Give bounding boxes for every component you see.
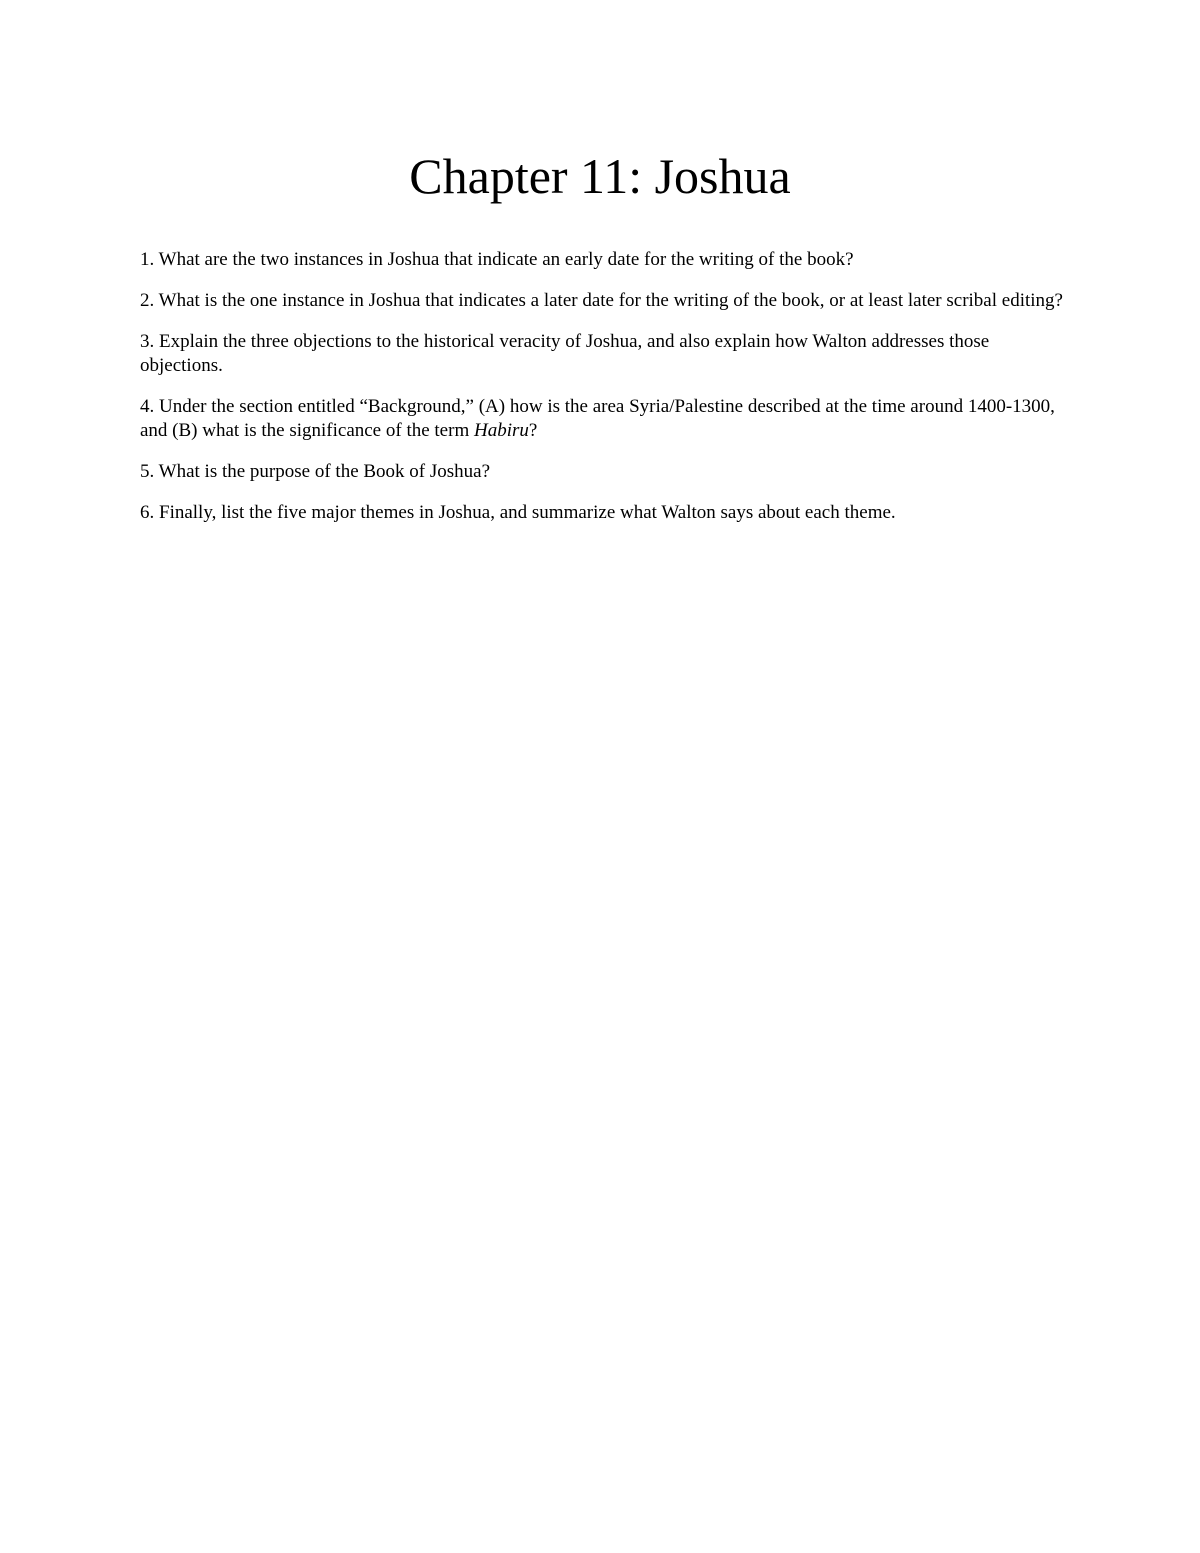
- question-list: [140, 248, 1070, 542]
- page-title: Chapter 11: Joshua: [409, 148, 791, 204]
- question-4-italic-term: Habiru: [473, 420, 529, 441]
- question-4-end: ?: [528, 420, 538, 441]
- question-4: [140, 395, 1070, 443]
- question-1-text: 1. What are the two instances in Joshua that indicate an early date for the writing of the book?: [140, 249, 854, 270]
- question-5-text: 5. What is the purpose of the Book of Joshua?: [140, 461, 491, 482]
- question-3-text: 3. Explain the three objections to the historical veracity of Joshua, and also explain how Walton addresses those objections.: [140, 331, 990, 376]
- question-2: [140, 289, 1070, 313]
- question-6: [140, 501, 1070, 525]
- question-2-text: 2. What is the one instance in Joshua that indicates a later date for the writing of the book, or at least later scribal editing?: [140, 290, 1063, 311]
- question-3: [140, 330, 1070, 378]
- question-6-text: 6. Finally, list the five major themes in Joshua, and summarize what Walton says about each theme.: [140, 502, 896, 523]
- question-4-text: 4. Under the section entitled “Background,” (A) how is the area Syria/Palestine described at the time around 1400-1300, and (B) what is the significance of the term: [140, 396, 1055, 441]
- question-5: [140, 460, 1070, 484]
- question-1: [140, 248, 1070, 272]
